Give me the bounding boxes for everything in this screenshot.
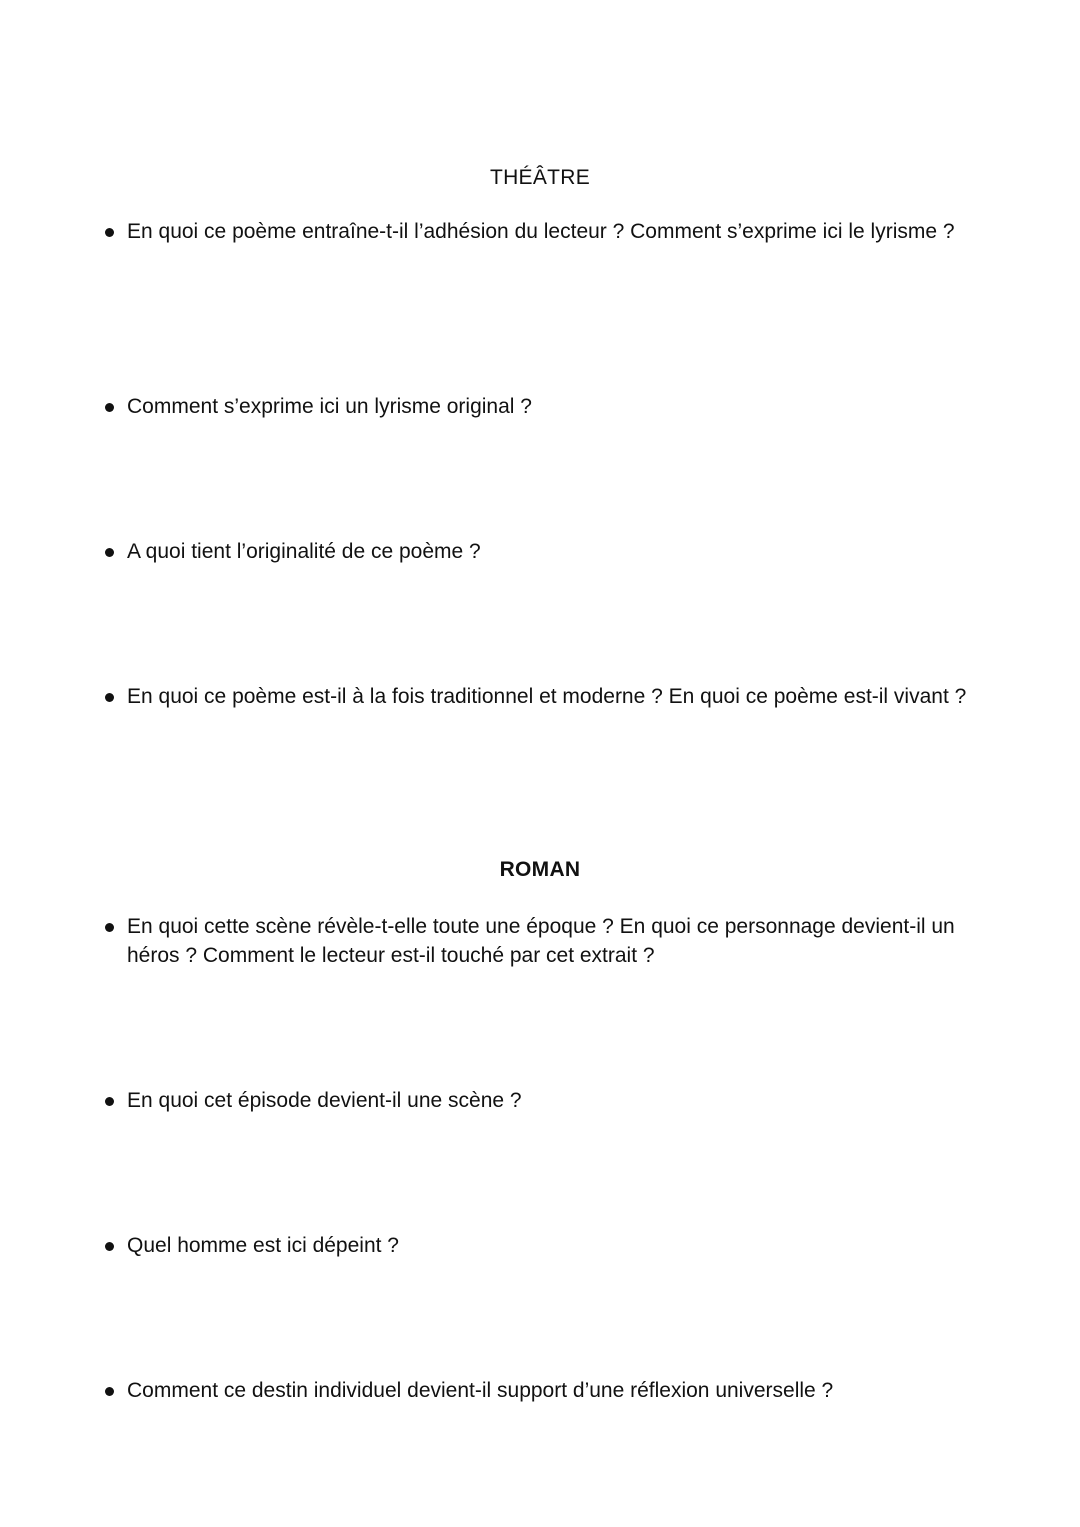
bullet-icon — [105, 1242, 114, 1251]
bullet-icon — [105, 548, 114, 557]
question-text: En quoi ce poème est-il à la fois traditionnel et moderne ? En quoi ce poème est-il vivant ? — [127, 685, 967, 708]
bullet-icon — [105, 228, 114, 237]
section-heading-roman: ROMAN — [499, 858, 581, 881]
question-item — [100, 1086, 970, 1115]
question-text: Comment ce destin individuel devient-il support d’une réflexion universelle ? — [127, 1379, 834, 1402]
question-item — [100, 912, 970, 970]
question-text: Quel homme est ici dépeint ? — [127, 1234, 399, 1257]
question-item — [100, 217, 970, 246]
section-heading-theatre: THÉÂTRE — [489, 166, 591, 189]
question-item — [100, 1376, 970, 1405]
bullet-icon — [105, 1387, 114, 1396]
question-item — [100, 392, 970, 421]
bullet-icon — [105, 1097, 114, 1106]
question-item — [100, 682, 970, 711]
bullet-icon — [105, 403, 114, 412]
question-item — [100, 537, 970, 566]
question-text: A quoi tient l’originalité de ce poème ? — [127, 540, 481, 563]
question-text: En quoi cette scène révèle-t-elle toute une époque ? En quoi ce personnage devient-il un héros ? Comment le lecteur est-il touché par cet extrait ? — [127, 915, 955, 967]
question-text: En quoi cet épisode devient-il une scène ? — [127, 1089, 522, 1112]
bullet-icon — [105, 693, 114, 702]
question-text: Comment s’exprime ici un lyrisme original ? — [127, 395, 532, 418]
bullet-icon — [105, 923, 114, 932]
question-item — [100, 1231, 970, 1260]
question-text: En quoi ce poème entraîne-t-il l’adhésion du lecteur ? Comment s’exprime ici le lyrisme ? — [127, 220, 955, 243]
